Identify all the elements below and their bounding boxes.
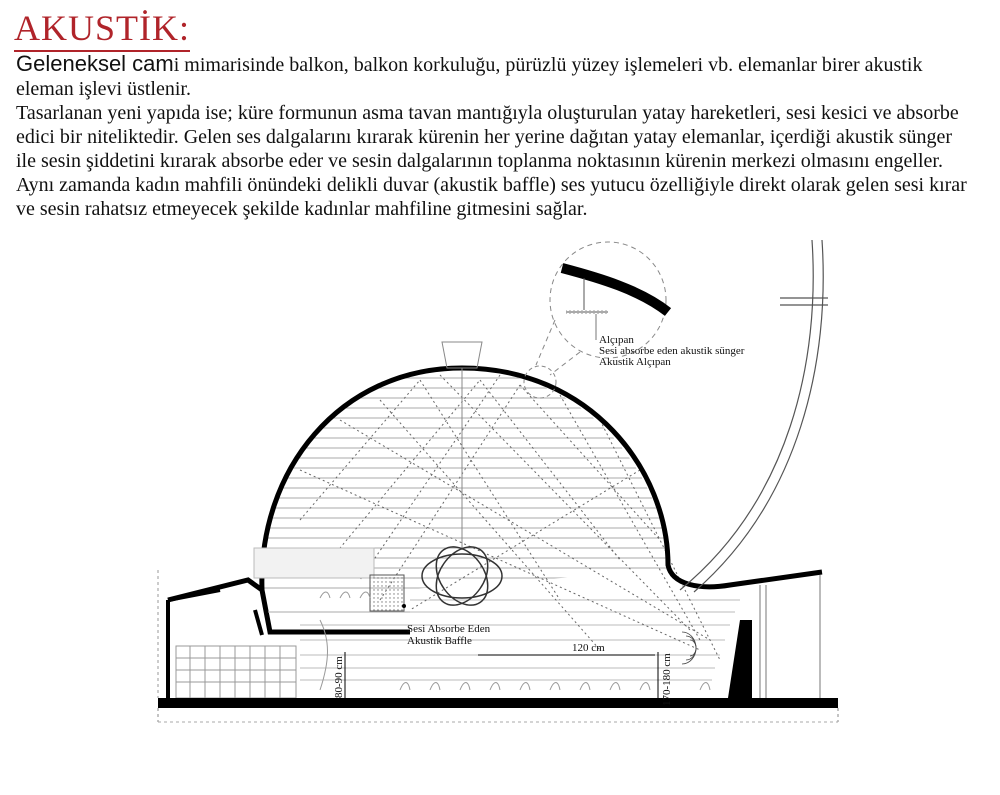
women-balcony [168, 548, 410, 700]
intro-paragraph-2: Tasarlanan yeni yapıda ise; küre formunun asma tavan mantığıyla oluşturulan yatay hareketleri, sesi kesici ve absorbe edici bir niteliktedir. Gelen ses dalgalarını kırarak kürenin her yerine dağıtan yatay elemanlar, içerdiği akustik sünger ile sesin şiddetini kırarak absorbe eder ve sesin dalgalarının toplanma noktasının kürenin merkezi olmasını engeller. Aynı zamanda kadın mahfili önündeki delikli duvar (akustik baffle) ses yutucu özelliğiyle direkt olarak gelen sesi kırar ve sesin rahatsız etmeyecek şekilde kadınlar mahfiline gitmesini sağlar. [16, 102, 967, 220]
detail-label-alcipan: Alçıpan [599, 334, 634, 346]
intro-lead: Geleneksel cam [16, 51, 174, 76]
chandelier [422, 537, 502, 615]
grid-wall [176, 646, 296, 698]
dim-80-90-label: 80-90 cm [333, 656, 345, 698]
baffle-label-line1: Sesi Absorbe Eden [407, 623, 491, 635]
minbar [728, 620, 752, 698]
baffle-marker [402, 604, 406, 608]
detail-label-acoustic-alcipan: Akustik Alçıpan [599, 356, 671, 368]
right-wall [760, 575, 820, 698]
dome-finial [442, 342, 482, 550]
dimension-lines [345, 652, 658, 698]
detail-callout [524, 242, 668, 398]
intro-first-rest: i mimarisinde balkon, balkon korkuluğu, pürüzlü yüzey işlemeleri vb. elemanlar birer akustik eleman işlevi üstlenir. [16, 54, 923, 100]
dim-120-label: 120 cm [572, 642, 605, 654]
detail-label-sponge: Sesi absorbe eden akustik sünger [599, 345, 745, 357]
baffle-label-line2: Akustik Baffle [407, 635, 472, 647]
page-title: AKUSTİK: [14, 8, 190, 52]
floor-slab [158, 698, 838, 708]
dim-170-180-label: 170-180 cm [661, 653, 673, 706]
sound-waves [682, 632, 696, 664]
minaret [680, 240, 828, 592]
